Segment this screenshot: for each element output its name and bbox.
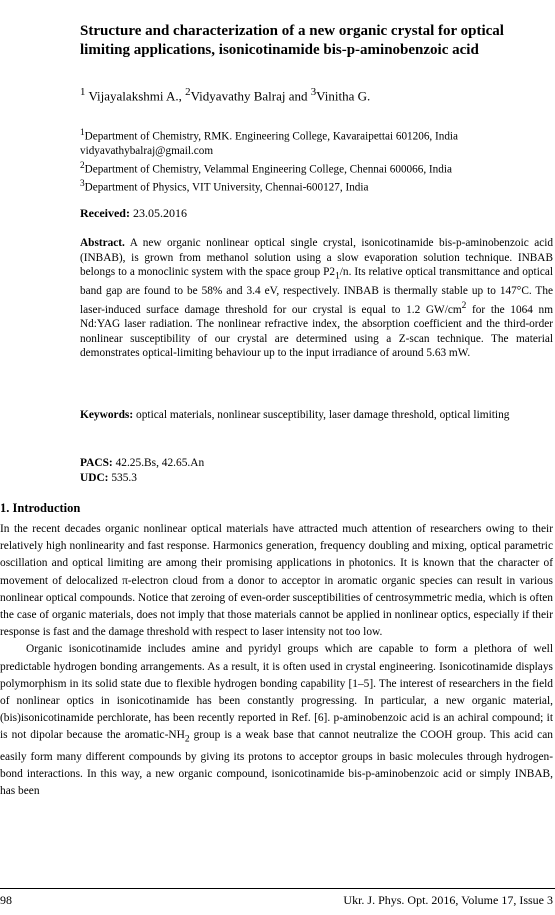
author-2-superscript: 2 bbox=[185, 86, 191, 98]
author-3-superscript: 3 bbox=[310, 86, 317, 98]
pacs-line bbox=[80, 456, 204, 471]
author-1-superscript: 1 bbox=[80, 86, 86, 98]
abstract bbox=[80, 236, 553, 361]
udc-label: UDC: bbox=[80, 472, 109, 484]
affiliation-2-text: Department of Chemistry, Velammal Engineering College, Chennai 600066, India bbox=[84, 163, 452, 176]
udc-line bbox=[80, 471, 204, 486]
udc-value: 535.3 bbox=[111, 472, 137, 484]
paragraph-2-subscript: 2 bbox=[184, 734, 190, 745]
author-separator: and bbox=[285, 88, 311, 104]
received-date bbox=[80, 206, 187, 221]
pacs-label: PACS: bbox=[80, 457, 113, 469]
affiliations bbox=[80, 126, 552, 195]
received-value: 23.05.2016 bbox=[132, 206, 187, 220]
received-label: Received: bbox=[80, 206, 130, 220]
abstract-text-3: for the 1064 nm Nd:YAG laser radiation. The nonlinear refractive index, the absorption coefficient and the third-order nonlinear susceptibility of our crystal are determined using a Z-scan technique. The material demonstrates optical-limiting behaviour up to the input irradiance of around 5.63 mW. bbox=[80, 303, 553, 360]
paragraph-1: In the recent decades organic nonlinear optical materials have attracted much attention of researchers owing to their relatively high nonlinearity and fast response. Harmonics generation, frequency doubling and mixing, optical parametric oscillation and optical limiting are among their promising applications in photonics. It is known that the character of movement of delocalized π-electron cloud from a donor to acceptor in aromatic organic species can result in various nonlinear optical compounds. Notice that zeroing of even-order susceptibilities of centrosymmetric media, which is often the case of organic materials, does not imply that those materials cannot be applied in nonlinear optics, especially if their response is fast and the damage threshold with respect to laser intensity not too low. bbox=[0, 523, 553, 639]
affiliation-3 bbox=[80, 177, 552, 195]
pacs-value: 42.25.Bs, 42.65.An bbox=[115, 457, 205, 469]
author-1-name: Vijayalakshmi A., bbox=[88, 88, 182, 104]
paragraph-2-text-2: group is a weak base that cannot neutralize the COOH group. This acid can easily form many different compounds by giving its protons to acceptor groups in basic molecules through hydrogen-bond interactions. In this way, a new organic compound, isonicotinamide bis-p-aminobenzoic acid or simply INBAB, has been bbox=[0, 729, 553, 798]
abstract-subscript: 1 bbox=[335, 271, 340, 282]
journal-citation: Ukr. J. Phys. Opt. 2016, Volume 17, Issue 3 bbox=[343, 893, 553, 907]
paragraph-2-text-1: Organic isonicotinamide includes amine and pyridyl groups which are capable to form a plethora of well predictable hydrogen bonding arrangements. As a result, it is often used in crystal engineering. Isonicotinamide displays polymorphism in its solid state due to flexible hydrogen bonding capability [1–5]. The interest of researchers in the field of nonlinear optics in isonicotinamide has been constantly progressing. In particular, a new organic material, (bis)isonicotinamide perchlorate, has been recently reported in Ref. [6]. p-aminobenzoic acid is an achiral compound; it is not dipolar because the aromatic-NH bbox=[0, 643, 553, 742]
author-3-name: Vinitha G. bbox=[316, 88, 371, 104]
classification-codes bbox=[80, 456, 204, 486]
author-list bbox=[80, 84, 550, 104]
body-text bbox=[0, 521, 553, 801]
affiliation-3-text: Department of Physics, VIT University, Chennai-600127, India bbox=[84, 181, 369, 194]
abstract-text-2: /n. Its relative optical transmittance and optical band gap are found to be 58% and 3.4 eV, respectively. INBAB is thermally stable up to 147°C. The laser-induced surface damage threshold for our crystal is equal to 1.2 GW/cm bbox=[80, 266, 554, 316]
affiliation-2-superscript: 2 bbox=[80, 160, 85, 171]
affiliation-1-superscript: 1 bbox=[80, 128, 85, 138]
footer-rule bbox=[0, 888, 555, 889]
keywords bbox=[80, 408, 550, 423]
section-heading-introduction: 1. Introduction bbox=[0, 501, 81, 515]
abstract-label: Abstract. bbox=[80, 237, 125, 249]
abstract-superscript: 2 bbox=[461, 300, 467, 311]
keywords-label: Keywords: bbox=[80, 409, 134, 421]
author-email[interactable]: vidyavathybalraj@gmail.com bbox=[80, 145, 214, 158]
abstract-text-1: A new organic nonlinear optical single crystal, isonicotinamide bis-p-aminobenzoic acid (INBAB), is grown from methanol solution using a slow evaporation solution technique. INBAB belongs to a monoclinic system with the space group P2 bbox=[80, 237, 554, 279]
affiliation-2 bbox=[80, 159, 552, 177]
affiliation-3-superscript: 3 bbox=[80, 178, 85, 189]
paragraph-2 bbox=[0, 641, 553, 800]
affiliation-1 bbox=[80, 126, 552, 144]
page-number: 98 bbox=[0, 893, 12, 907]
keywords-text: optical materials, nonlinear susceptibility, laser damage threshold, optical limiting bbox=[136, 409, 510, 421]
paper-title: Structure and characterization of a new organic crystal for optical limiting applications, isonicotinamide bis-p-aminobenzoic acid bbox=[80, 23, 504, 58]
author-2-name: Vidyavathy Balraj bbox=[190, 88, 286, 104]
affiliation-1-text: Department of Chemistry, RMK. Engineering College, Kavaraipettai 601206, India bbox=[84, 130, 459, 143]
